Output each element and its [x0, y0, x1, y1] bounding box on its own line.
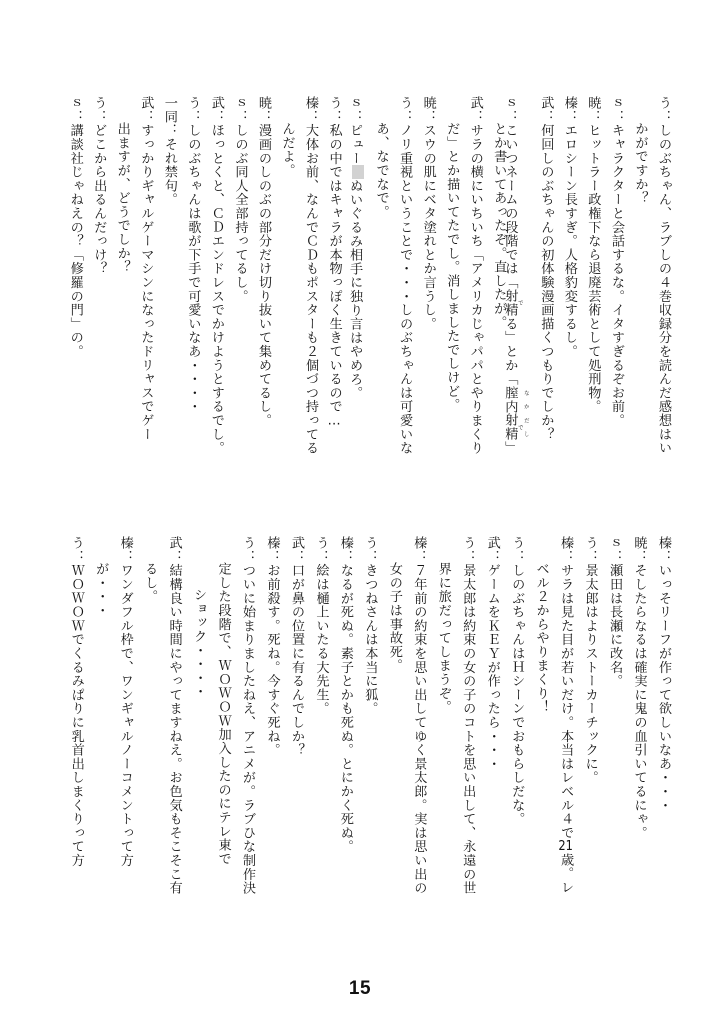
text-column: ｓ：キャラクターと会話するな。イタすぎるぞお前。	[608, 96, 624, 428]
text-column: 武：ゲームをＫＥＹが作ったら・・・	[484, 536, 500, 771]
text-column: ｓ：瀬田は長瀬に改名。	[607, 536, 623, 688]
text-column: 定した段階で、ＷＯＷＯＷ加入したのにテレ東で	[215, 562, 231, 866]
text-column: 榛：なるが死ぬ。素子とかも死ぬ。とにかく死ぬ。	[337, 536, 353, 854]
text-column: 界に旅だってしまうぞ。	[435, 562, 451, 714]
text-column: ｓ：しのぶ同人全部持ってるし。	[232, 96, 248, 303]
text-column: ｓ：講談社じゃねえの？「修羅の門」の。	[67, 96, 83, 359]
text-column: あ、なでなで。	[373, 122, 389, 219]
text-column: 武：サラの横にいちいち「アメリカじゃパパとやりまくり	[467, 96, 483, 455]
text-column: 榛：お前殺す。死ね。今すぐ死ね。	[264, 536, 280, 757]
text-column: ｓ：こいつネームの段階では「射精 でる」とか「膣内射精 で なかだし」	[502, 96, 529, 455]
text-column: るし。	[142, 562, 158, 604]
text-column: 武：何回しのぶちゃんの初体験漫画描くつもりでしか？	[538, 96, 554, 441]
text-column: う：絵は樋上いたる大先生。	[313, 536, 329, 716]
text-column: う：ついに始まりましたねえ、アニメが。ラブひな制作決	[240, 536, 256, 895]
text-column: う：しのぶちゃん、ラブしの４巻収録分を読んだ感想はい	[656, 96, 671, 455]
text-column: う：どこから出るんだっけ？	[91, 96, 107, 276]
text-column: う：ＷＯＷＯＷでくるみぱりに乳首出しまくりって方	[68, 536, 84, 868]
text-column: 暁：漫画のしのぶの部分だけ切り抜いて集めてるし。	[255, 96, 271, 428]
text-column: 武：口が鼻の位置に有るんでしか？	[288, 536, 304, 757]
text-column: 榛：７年前の約束を思い出してゆく景太郎。実は思い出の	[411, 536, 427, 895]
text-column: う：きつねさんは本当に狐。	[362, 536, 378, 716]
text-column: う：ノリ重視ということで・・・しのぶちゃんは可愛いな	[397, 96, 413, 455]
afterword-text-block-top	[58, 96, 670, 488]
text-column: 暁：スウの肌にベタ塗れとか言うし。	[420, 96, 436, 331]
text-column: 榛：大体お前、なんでＣＤもポスターも２個づつ持ってる	[303, 96, 319, 455]
text-column: 暁：そしたらなるは確実に鬼の血引いてるにゃ。	[631, 536, 647, 840]
text-column: ショック・・・・	[191, 588, 207, 699]
text-column: 武：ほっとくと、ＣＤエンドレスでかけようとするでし。	[208, 96, 224, 455]
redaction-box	[352, 165, 364, 179]
page-number: 15	[348, 978, 372, 999]
text-column: う：景太郎はよりストーカーチックに。	[582, 536, 598, 785]
text-column: ｓ：ピューぬいぐるみ相手に独り言はやめろ。	[347, 96, 363, 400]
text-column: が・・・	[93, 562, 109, 618]
text-column: 女の子は事故死。	[386, 562, 402, 673]
text-column: ベル２からやりまくり！	[533, 562, 549, 714]
text-column: う：景太郎は約束の女の子のコトを思い出して、永遠の世	[460, 536, 476, 895]
text-column: 榛：いっそリーフが作って欲しいなあ・・・	[656, 536, 671, 812]
text-column: 出ますが、どうでしか？	[114, 122, 130, 274]
text-column: 一同：それ禁句。	[161, 96, 177, 207]
text-column: だ」とか描いてたでし。消しましたでしけど。	[444, 122, 460, 412]
text-column: う：私の中ではキャラが本物っぽく生きているので…	[326, 96, 342, 429]
text-column: う：しのぶちゃんはＨシーンでおもらしだな。	[509, 536, 525, 826]
text-column: 武：結構良い時間にやってますねえ。お色気もそこそこ有	[166, 536, 182, 895]
text-column: とか書いてあったぞ。直したが。	[491, 122, 507, 329]
afterword-text-block-bottom	[58, 536, 670, 934]
text-column: う：しのぶちゃんは歌が下手で可愛いなあ・・・・	[185, 96, 201, 414]
text-column: んだよ。	[279, 122, 295, 178]
text-column: 暁：ヒットラー政権下なら退廃芸術として処刑物。	[585, 96, 601, 414]
text-column: 榛：ワンダフル枠で、ワンギャルノーコメントって方	[117, 536, 133, 868]
text-column: 榛：エロシーン長すぎ。人格豹変するし。	[561, 96, 577, 359]
text-column: 榛：サラは見た目が若いだけ。本当はレベル４で21歳。レ	[558, 536, 574, 895]
text-column: 武：すっかりギャルゲーマシンになったドリャスでゲー	[138, 96, 154, 441]
text-column: かがですか？	[632, 122, 648, 205]
